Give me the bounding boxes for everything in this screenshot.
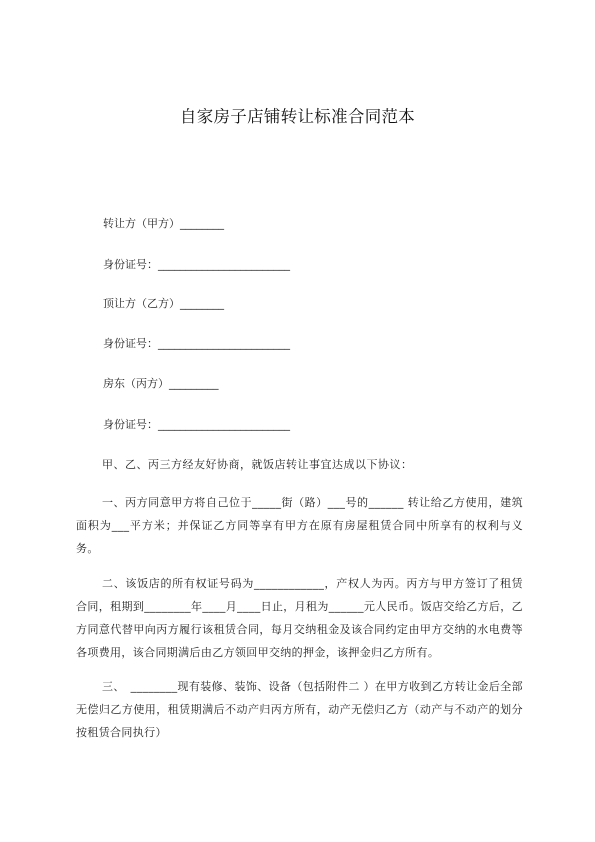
landlord-id-field: 身份证号：________________________ xyxy=(103,418,290,431)
transferee-field: 顶让方（乙方）________ xyxy=(103,297,224,310)
transferor-field: 转让方（甲方）________ xyxy=(103,217,224,230)
clause-3: 三、 ________现有装修、装饰、设备（包括附件二 ）在甲方收到乙方转让金后全部无偿归乙方使用，租赁期满后不动产归丙方所有，动产无偿归乙方（动产与不动产的划分按租赁合同执行） xyxy=(76,680,523,739)
landlord-field: 房东（丙方）_________ xyxy=(103,377,219,390)
clause-1: 一、丙方同意甲方将自己位于_____街（路）___号的______ 转让给乙方使用，建筑面积为___平方米；并保证乙方同等享有甲方在原有房屋租赁合同中所享有的权利与义务。 xyxy=(76,496,523,555)
transferor-id-field: 身份证号：________________________ xyxy=(103,258,290,271)
transferee-id-field: 身份证号：________________________ xyxy=(103,337,290,350)
document-title: 自家房子店铺转让标准合同范本 xyxy=(179,107,416,126)
clause-2: 二、该饭店的所有权证号码为____________，产权人为丙。丙方与甲方签订了租赁合同，租期到________年____月____日止，月租为______元人民币。饭店交给乙方后，乙方同意代替甲向丙方履行该租赁合同，每月交纳租金及该合同约定由甲方交纳的水电费等各项费用，该合同期满后由乙方领回甲交纳的押金，该押金归乙方所有。 xyxy=(76,577,523,659)
intro-paragraph: 甲、乙、丙三方经友好协商，就饭店转让事宜达成以下协议： xyxy=(102,458,413,471)
